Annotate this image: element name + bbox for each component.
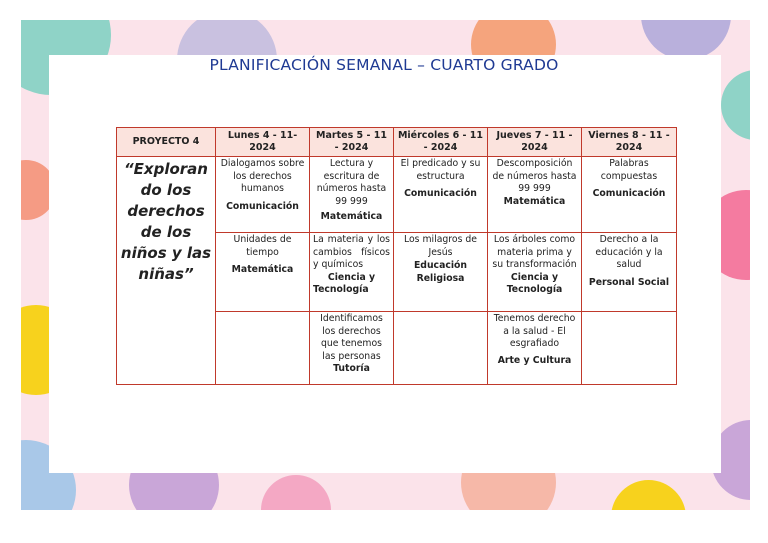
cell-subject: Ciencia y Tecnología: [506, 271, 563, 295]
cell-subject: Tutoría: [333, 363, 370, 374]
schedule-cell: [488, 312, 582, 385]
schedule-cell: [310, 157, 394, 233]
project-title: “Exploran do los derechos de los niños y las niñas”: [117, 157, 216, 385]
decor-circle: [721, 70, 750, 140]
schedule-cell: [310, 233, 394, 312]
cell-topic: Dialogamos sobre los derechos humanos: [220, 158, 305, 194]
cell-topic: Los árboles como materia prima y su transformación: [492, 234, 577, 270]
cell-subject: Personal Social: [588, 276, 670, 288]
cell-topic: Unidades de tiempo: [233, 234, 292, 258]
header-wednesday: Miércoles 6 - 11 - 2024: [394, 128, 488, 157]
cell-topic: Lectura y escritura de números hasta 99 999: [316, 158, 387, 207]
cell-topic: Identificamos los derechos que tenemos las personas: [320, 313, 383, 362]
cell-topic: Los milagros de Jesús: [403, 234, 478, 258]
decor-circle: [641, 20, 731, 60]
cell-subject: Matemática: [231, 264, 294, 275]
cell-topic: Palabras compuestas: [600, 158, 658, 182]
cell-subject: Comunicación: [592, 188, 666, 199]
header-friday: Viernes 8 - 11 - 2024: [582, 128, 677, 157]
cell-topic: La materia y los cambios físicos y químicos: [313, 234, 390, 270]
schedule-cell: [394, 312, 488, 385]
table-row: [117, 157, 677, 233]
schedule-cell: [582, 157, 677, 233]
decor-circle: [261, 475, 331, 510]
schedule-cell: [216, 233, 310, 312]
page-title: PLANIFICACIÓN SEMANAL – CUARTO GRADO: [209, 56, 559, 74]
cell-subject: Matemática: [320, 211, 383, 222]
schedule-cell: [394, 233, 488, 312]
schedule-cell: [394, 157, 488, 233]
header-monday: Lunes 4 - 11- 2024: [216, 128, 310, 157]
schedule-cell: [582, 312, 677, 385]
schedule-table: [116, 127, 677, 385]
decor-circle: [611, 480, 686, 510]
cell-subject: Comunicación: [226, 200, 299, 212]
cell-subject: Comunicación: [404, 188, 477, 199]
schedule-cell: [488, 157, 582, 233]
schedule-cell: [582, 233, 677, 312]
cell-subject: Educación Religiosa: [413, 260, 468, 284]
cell-subject: Matemática: [503, 195, 566, 207]
header-project: PROYECTO 4: [117, 128, 216, 157]
cell-topic: Derecho a la educación y la salud: [595, 234, 663, 270]
cell-topic: El predicado y su estructura: [400, 158, 481, 182]
schedule-cell: [216, 312, 310, 385]
cell-subject: Arte y Cultura: [497, 354, 572, 366]
schedule-cell: [488, 233, 582, 312]
header-row: [117, 128, 677, 157]
header-thursday: Jueves 7 - 11 - 2024: [488, 128, 582, 157]
schedule-cell: [216, 157, 310, 233]
cell-topic: Descomposición de números hasta 99 999: [492, 158, 577, 194]
header-tuesday: Martes 5 - 11 - 2024: [310, 128, 394, 157]
schedule-cell: [310, 312, 394, 385]
cell-subject: Ciencia y Tecnología: [313, 271, 376, 295]
cell-topic: Tenemos derecho a la salud - El esgrafiado: [493, 313, 576, 349]
